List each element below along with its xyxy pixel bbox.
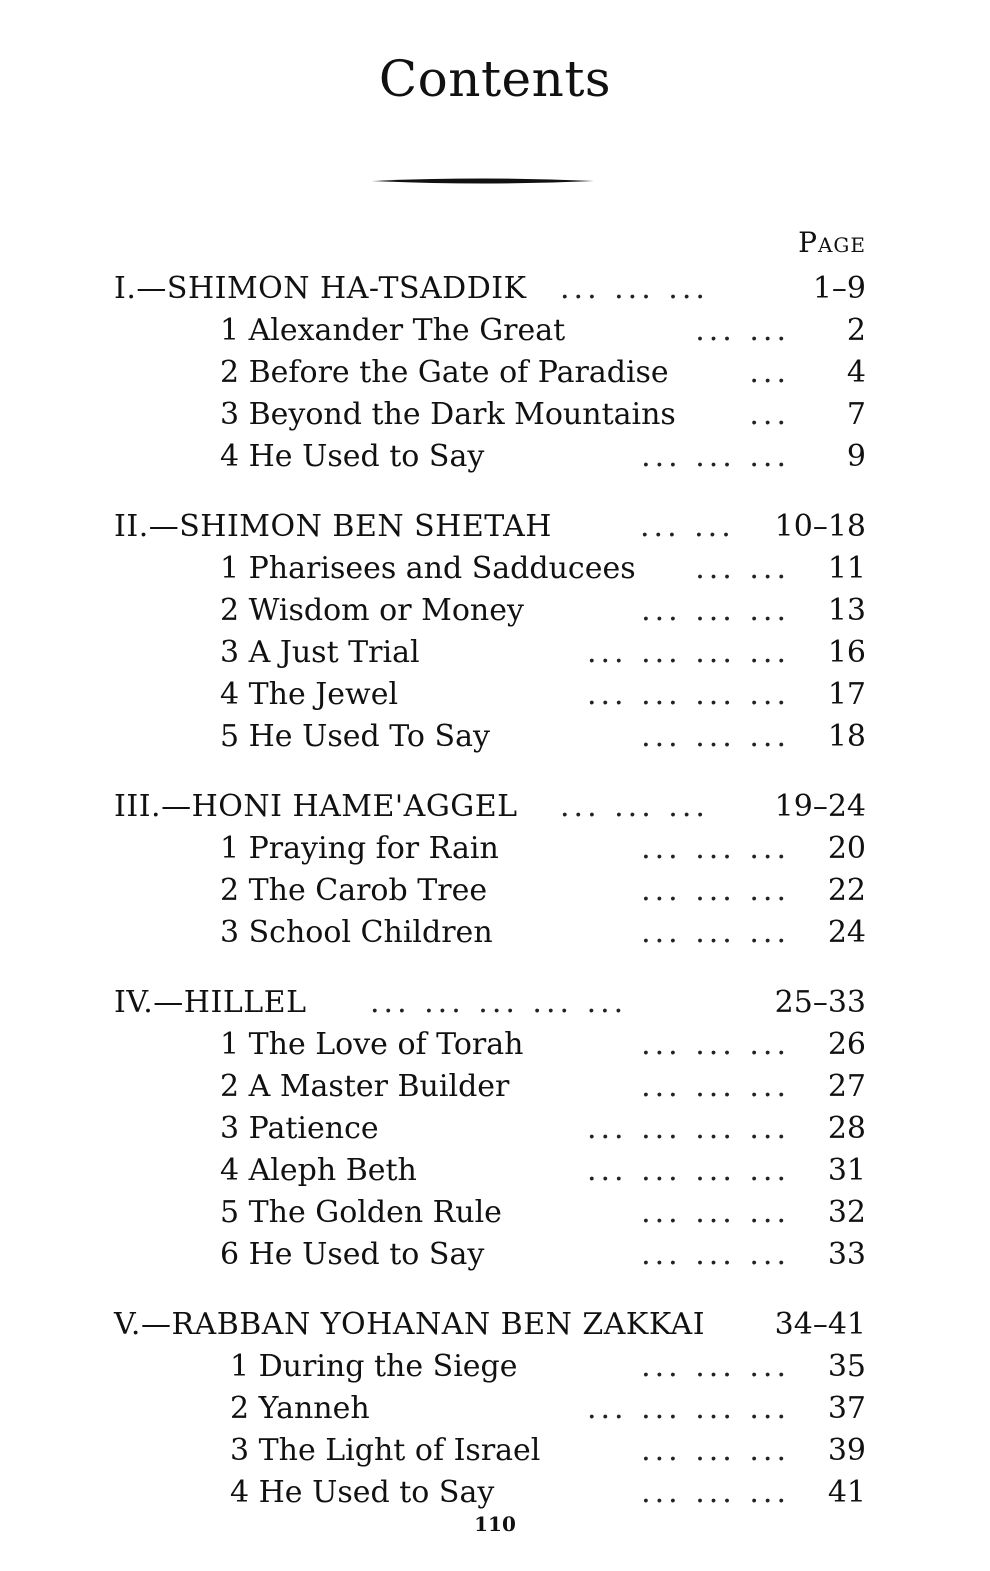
chapter-title: IV.—HILLEL: [114, 985, 307, 1020]
entry-page: 17: [827, 677, 866, 712]
chapter-page-range: 34–41: [774, 1307, 866, 1342]
leader-dots: ... ... ...: [641, 439, 790, 474]
leader-dots: ...: [749, 355, 790, 390]
leader-dots: ... ... ...: [641, 915, 790, 950]
entry-page: 26: [827, 1027, 866, 1062]
leader-dots: ... ... ...: [560, 271, 709, 306]
chapter-title: V.—RABBAN YOHANAN BEN ZAKKAI: [114, 1307, 706, 1342]
toc-entry: [0, 632, 990, 674]
decorative-rule: [372, 176, 594, 186]
toc-entry: [0, 716, 990, 758]
toc-entry: [0, 352, 990, 394]
entry-page: 41: [827, 1475, 866, 1510]
entry-title: 5 He Used To Say: [220, 719, 490, 754]
chapter-row: [0, 1304, 990, 1346]
leader-dots: ... ... ...: [641, 1237, 790, 1272]
entry-page: 33: [827, 1237, 866, 1272]
leader-dots: ... ... ...: [641, 1027, 790, 1062]
entry-title: 3 School Children: [220, 915, 493, 950]
page-number: 110: [474, 1512, 516, 1536]
leader-dots: ... ... ...: [641, 719, 790, 754]
entry-title: 2 Before the Gate of Paradise: [220, 355, 669, 390]
toc-entry: [0, 1388, 990, 1430]
entry-page: 2: [846, 313, 866, 348]
entry-page: 11: [827, 551, 866, 586]
toc-entry: [0, 828, 990, 870]
leader-dots: ... ...: [695, 313, 790, 348]
chapter-page-range: 19–24: [774, 789, 866, 824]
entry-page: 37: [827, 1391, 866, 1426]
toc-entry: [0, 1108, 990, 1150]
chapter-row: [0, 786, 990, 828]
entry-title: 3 A Just Trial: [220, 635, 420, 670]
entry-page: 16: [827, 635, 866, 670]
chapter-row: [0, 506, 990, 548]
toc-entry: [0, 590, 990, 632]
toc-entry: [0, 1066, 990, 1108]
toc-entry: [0, 1024, 990, 1066]
entry-title: 4 He Used to Say: [220, 439, 485, 474]
table-of-contents: [0, 268, 990, 1514]
entry-title: 1 Praying for Rain: [220, 831, 499, 866]
page-title: Contents: [378, 50, 612, 108]
toc-entry: [0, 1192, 990, 1234]
toc-entry: [0, 674, 990, 716]
leader-dots: ... ... ...: [641, 1069, 790, 1104]
leader-dots: ... ... ... ...: [586, 1111, 790, 1146]
entry-title: 2 The Carob Tree: [220, 873, 488, 908]
entry-title: 3 Beyond the Dark Mountains: [220, 397, 676, 432]
entry-page: 20: [827, 831, 866, 866]
chapter-row: [0, 268, 990, 310]
entry-page: 9: [846, 439, 866, 474]
chapter-page-range: 25–33: [774, 985, 866, 1020]
leader-dots: ... ... ...: [641, 593, 790, 628]
entry-page: 39: [827, 1433, 866, 1468]
entry-title: 6 He Used to Say: [220, 1237, 485, 1272]
entry-title: 4 The Jewel: [220, 677, 399, 712]
leader-dots: ... ... ... ...: [586, 635, 790, 670]
entry-page: 7: [846, 397, 866, 432]
entry-title: 1 Pharisees and Sadducees: [220, 551, 636, 586]
entry-title: 2 Wisdom or Money: [220, 593, 524, 628]
entry-page: 18: [827, 719, 866, 754]
leader-dots: ... ... ...: [641, 1349, 790, 1384]
leader-dots: ... ... ...: [641, 873, 790, 908]
leader-dots: ... ...: [640, 509, 735, 544]
entry-page: 31: [827, 1153, 866, 1188]
leader-dots: ...: [749, 397, 790, 432]
chapter-page-range: 1–9: [812, 271, 866, 306]
entry-page: 4: [846, 355, 866, 390]
entry-page: 22: [827, 873, 866, 908]
toc-entry: [0, 1472, 990, 1514]
entry-title: 4 Aleph Beth: [220, 1153, 417, 1188]
entry-page: 32: [827, 1195, 866, 1230]
toc-entry: [0, 548, 990, 590]
entry-page: 27: [827, 1069, 866, 1104]
leader-dots: ... ... ...: [641, 1475, 790, 1510]
leader-dots: ... ... ... ...: [586, 677, 790, 712]
entry-title: 1 The Love of Torah: [220, 1027, 524, 1062]
chapter-title: I.—SHIMON HA-TSADDIK: [114, 271, 527, 306]
chapter-title: III.—HONI HAME'AGGEL: [114, 789, 518, 824]
leader-dots: ... ... ...: [641, 1433, 790, 1468]
entry-page: 35: [827, 1349, 866, 1384]
leader-dots: ... ... ...: [641, 831, 790, 866]
toc-entry: [0, 394, 990, 436]
leader-dots: ... ... ... ...: [586, 1391, 790, 1426]
toc-entry: [0, 912, 990, 954]
toc-entry: [0, 310, 990, 352]
leader-dots: ... ...: [695, 551, 790, 586]
toc-entry: [0, 436, 990, 478]
chapter-page-range: 10–18: [774, 509, 866, 544]
chapter-row: [0, 982, 990, 1024]
entry-page: 13: [827, 593, 866, 628]
chapter-title: II.—SHIMON BEN SHETAH: [114, 509, 552, 544]
leader-dots: ... ... ... ...: [586, 1153, 790, 1188]
entry-title: 3 Patience: [220, 1111, 379, 1146]
entry-title: 2 Yanneh: [230, 1391, 370, 1426]
toc-entry: [0, 1150, 990, 1192]
toc-entry: [0, 1346, 990, 1388]
entry-page: 24: [827, 915, 866, 950]
page-column-header: Page: [798, 226, 866, 259]
leader-dots: ... ... ...: [641, 1195, 790, 1230]
entry-title: 3 The Light of Israel: [230, 1433, 541, 1468]
entry-title: 4 He Used to Say: [230, 1475, 495, 1510]
leader-dots: ... ... ...: [560, 789, 709, 824]
entry-title: 5 The Golden Rule: [220, 1195, 502, 1230]
toc-entry: [0, 1234, 990, 1276]
toc-entry: [0, 870, 990, 912]
entry-title: 1 During the Siege: [230, 1349, 518, 1384]
toc-entry: [0, 1430, 990, 1472]
entry-title: 1 Alexander The Great: [220, 313, 566, 348]
leader-dots: ... ... ... ... ...: [370, 985, 628, 1020]
entry-page: 28: [827, 1111, 866, 1146]
entry-title: 2 A Master Builder: [220, 1069, 510, 1104]
